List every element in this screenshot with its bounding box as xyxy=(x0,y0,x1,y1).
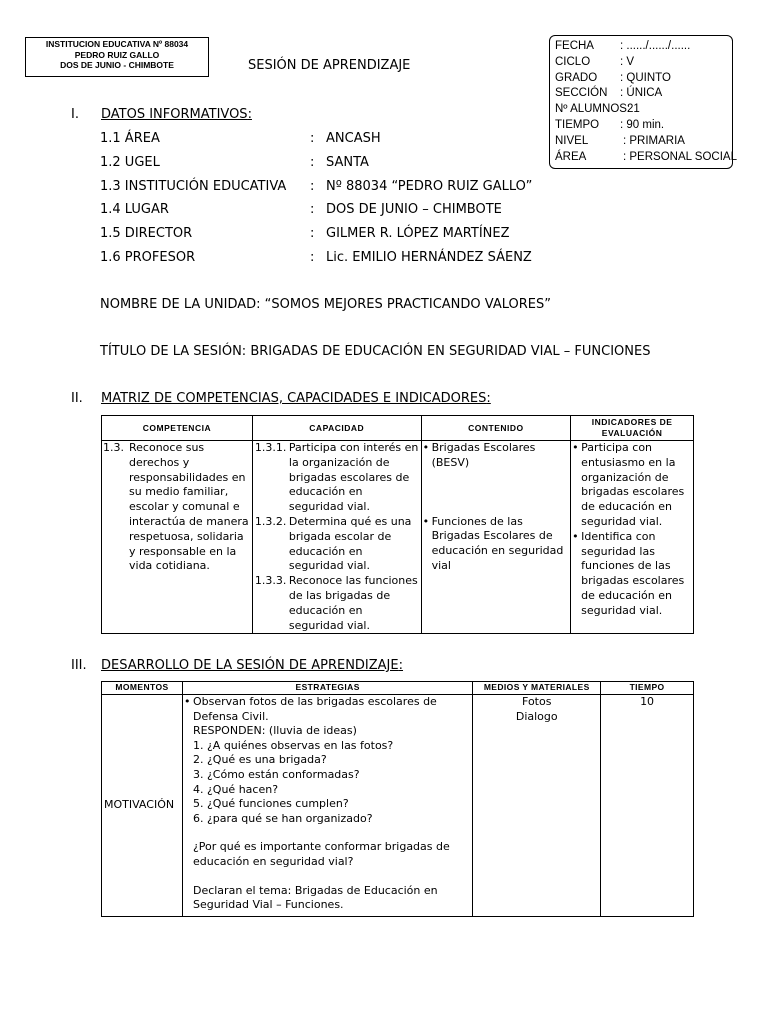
item-text: Participa con interés en la organización de brigadas escolares de educación en seguridad vial. xyxy=(288,441,419,514)
contenido-item xyxy=(422,441,571,471)
table-row xyxy=(102,695,694,917)
column-header: COMPETENCIA xyxy=(102,416,253,441)
column-header: CONTENIDO xyxy=(421,416,571,441)
bullet-icon: • xyxy=(183,695,191,708)
table-row xyxy=(102,441,694,634)
section-number: I. xyxy=(71,107,79,122)
tiempo-cell: 10 xyxy=(601,695,694,917)
bullet-icon: • xyxy=(572,441,579,454)
info-row xyxy=(555,118,732,134)
competencia-item xyxy=(102,441,252,574)
institution-box xyxy=(25,37,209,77)
datos-sep: : xyxy=(310,155,315,170)
info-value: : ....../....../...... xyxy=(620,40,691,52)
contenido-cell xyxy=(421,441,571,634)
medio-item: Fotos xyxy=(522,695,552,708)
info-key: TIEMPO xyxy=(555,118,600,131)
datos-sep: : xyxy=(310,179,315,194)
info-key: NIVEL xyxy=(555,134,589,147)
info-key: ÁREA xyxy=(555,150,587,163)
info-value: : PRIMARIA xyxy=(623,134,685,147)
institution-line: DOS DE JUNIO - CHIMBOTE xyxy=(60,60,174,70)
institution-line: PEDRO RUIZ GALLO xyxy=(74,49,160,60)
datos-sep: : xyxy=(310,226,315,241)
indicador-item xyxy=(571,441,693,530)
question-item: 3. ¿Cómo están conformadas? xyxy=(192,767,360,781)
bullet-icon: • xyxy=(572,529,579,543)
datos-value: SANTA xyxy=(326,155,369,170)
capacidad-cell xyxy=(252,441,421,634)
datos-value: GILMER R. LÓPEZ MARTÍNEZ xyxy=(326,226,510,241)
estrategia-bullet xyxy=(183,695,472,724)
item-number: 1.3.3. xyxy=(254,574,287,588)
unit-name: NOMBRE DE LA UNIDAD: “SOMOS MEJORES PRACTICANDO VALORES” xyxy=(100,297,551,312)
info-key: SECCIÓN xyxy=(555,87,608,100)
info-row xyxy=(555,39,732,55)
table-header-row xyxy=(102,682,694,695)
contenido-item xyxy=(422,515,571,574)
info-value: : QUINTO xyxy=(620,71,671,84)
info-row xyxy=(555,102,732,118)
datos-label: 1.5 DIRECTOR xyxy=(100,226,193,241)
info-row xyxy=(555,150,737,166)
info-value: : V xyxy=(620,55,635,68)
item-text: Reconoce sus derechos y responsabilidades en su medio familiar, escolar y comunal e interactúa de manera respetuosa, solidaria y responsable en la vida cotidiana. xyxy=(129,441,249,573)
column-header: MEDIOS Y MATERIALES xyxy=(473,682,601,695)
section-number: III. xyxy=(71,658,87,673)
datos-value: Lic. EMILIO HERNÁNDEZ SÁENZ xyxy=(326,250,532,265)
info-row xyxy=(555,71,732,87)
info-value: : 90 min. xyxy=(620,118,665,131)
datos-sep: : xyxy=(310,131,315,146)
datos-label: 1.1 ÁREA xyxy=(100,131,160,146)
info-row xyxy=(555,55,732,71)
medios-cell xyxy=(473,695,601,917)
datos-value: DOS DE JUNIO – CHIMBOTE xyxy=(326,202,502,217)
info-key: CICLO xyxy=(555,55,591,68)
datos-sep: : xyxy=(310,202,315,217)
question-item: 1. ¿A quiénes observas en las fotos? xyxy=(192,738,394,752)
section-title-text: DESARROLLO DE LA SESIÓN DE APRENDIZAJE xyxy=(101,658,399,673)
responden-text: RESPONDEN: (lluvia de ideas) xyxy=(192,724,357,738)
item-text: Observan fotos de las brigadas escolares de Defensa Civil. xyxy=(192,695,437,723)
table-header-row xyxy=(102,416,694,441)
section-title-text: DATOS INFORMATIVOS xyxy=(101,107,248,122)
capacidad-item xyxy=(253,441,421,515)
datos-value: Nº 88034 “PEDRO RUIZ GALLO” xyxy=(326,179,533,194)
datos-label: 1.4 LUGAR xyxy=(100,202,169,217)
question-item: 2. ¿Qué es una brigada? xyxy=(192,753,327,767)
datos-label: 1.3 INSTITUCIÓN EDUCATIVA xyxy=(100,179,287,194)
datos-label: 1.6 PROFESOR xyxy=(100,250,196,265)
datos-label: 1.2 UGEL xyxy=(100,155,160,170)
competencia-cell xyxy=(102,441,253,634)
info-key: Nº ALUMNOS: xyxy=(555,103,631,116)
desarrollo-table xyxy=(101,681,694,917)
column-header: ESTRATEGIAS xyxy=(182,682,472,695)
section-colon: : xyxy=(398,658,404,673)
datos-sep: : xyxy=(310,250,315,265)
item-text: Determina qué es una brigada escolar de educación en seguridad vial. xyxy=(288,514,412,573)
info-value: : ÚNICA xyxy=(620,87,663,100)
datos-value: ANCASH xyxy=(326,131,381,146)
question-item: 6. ¿para qué se han organizado? xyxy=(192,811,373,825)
indicador-cell xyxy=(571,441,694,634)
section-colon: : xyxy=(247,107,252,122)
section-title-text: MATRIZ DE COMPETENCIAS, CAPACIDADES E INDICADORES xyxy=(101,391,487,406)
bullet-icon: • xyxy=(422,441,430,454)
column-header: CAPACIDAD xyxy=(252,416,421,441)
estrategia-block xyxy=(183,724,472,913)
page-title: SESIÓN DE APRENDIZAJE xyxy=(248,58,411,73)
item-text: Identifica con seguridad las funciones de las brigadas escolares de educación en seguridad vial. xyxy=(581,529,685,617)
column-header: MOMENTOS xyxy=(102,682,183,695)
competencias-table xyxy=(101,415,694,634)
info-value: 21 xyxy=(627,103,640,116)
section-title xyxy=(101,391,491,406)
session-info-box xyxy=(549,35,737,169)
info-row xyxy=(555,134,732,150)
item-number: 1.3.1. xyxy=(254,441,287,454)
item-text: Brigadas Escolares (BESV) xyxy=(431,441,536,469)
info-key: GRADO xyxy=(555,71,598,84)
column-header: INDICADORES DE EVALUACIÓN xyxy=(571,416,694,441)
indicador-item xyxy=(571,530,693,619)
capacidad-item xyxy=(253,574,421,633)
declaran-text: Declaran el tema: Brigadas de Educación en Seguridad Vial – Funciones. xyxy=(192,883,438,912)
info-value: : PERSONAL SOCIAL xyxy=(623,150,737,163)
capacidad-item xyxy=(253,515,421,574)
item-number: 1.3.2. xyxy=(254,514,287,528)
estrategias-cell xyxy=(182,695,472,917)
medio-item: Dialogo xyxy=(515,709,558,723)
question-item: 5. ¿Qué funciones cumplen? xyxy=(192,797,349,811)
bullet-icon: • xyxy=(422,514,430,528)
section-title xyxy=(101,658,403,673)
question-item: 4. ¿Qué hacen? xyxy=(192,782,279,796)
column-header: TIEMPO xyxy=(601,682,694,695)
session-title: TÍTULO DE LA SESIÓN: BRIGADAS DE EDUCACIÓN EN SEGURIDAD VIAL – FUNCIONES xyxy=(100,344,651,359)
section-title xyxy=(101,107,252,122)
info-row xyxy=(555,86,732,102)
info-key: FECHA xyxy=(555,40,594,52)
item-text: Reconoce las funciones de las brigadas de educación en seguridad vial. xyxy=(288,574,418,632)
section-colon: : xyxy=(486,391,491,406)
final-question: ¿Por qué es importante conformar brigadas de educación en seguridad vial? xyxy=(192,840,450,868)
item-text: Participa con entusiasmo en la organización de brigadas escolares de educación en seguridad vial. xyxy=(581,441,685,528)
momento-cell: MOTIVACIÓN xyxy=(102,695,183,917)
institution-line: INSTITUCION EDUCATIVA Nº 88034 xyxy=(45,39,189,49)
item-number: 1.3. xyxy=(103,441,124,454)
section-number: II. xyxy=(71,391,83,406)
item-text: Funciones de las Brigadas Escolares de educación en seguridad vial xyxy=(431,514,564,572)
